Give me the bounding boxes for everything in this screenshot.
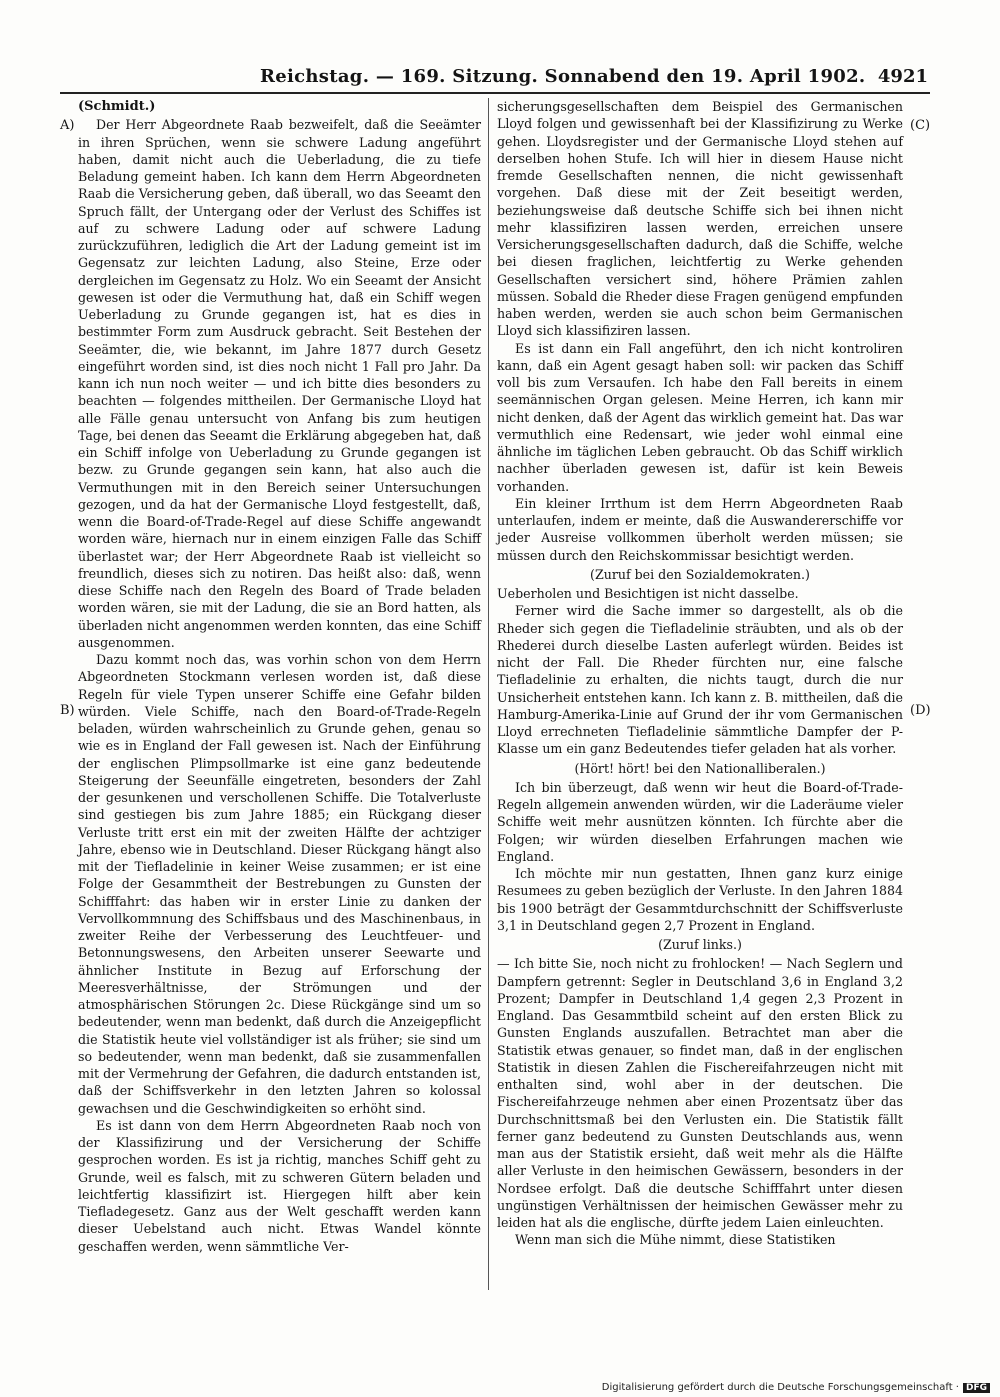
- digitization-credit: [602, 1382, 990, 1393]
- running-title: Reichstag. — 169. Sitzung. Sonnabend den 19. April 1902.: [260, 66, 866, 87]
- paragraph: — Ich bitte Sie, noch nicht zu frohlocken! — Nach Seglern und Dampfern getrennt: Segler in Deutschland 3,6 in England 3,2 Prozent; Dampfer in Deutschland 1,4 gegen 2,3 Prozent in England. Das Gesammtbild scheint auf den ersten Blick zu Gunsten Englands auszufallen. Betrachtet man aber die Statistik etwas genauer, so findet man, daß in der englischen Statistik in diesen Zahlen die Fischereifahrzeugen nicht mit enthalten sind, wohl aber in der deutschen. Die Fischereifahrzeuge nehmen aber einen Prozentsatz über das Durchschnittsmaß bei den Verlusten ein. Die Statistik fällt ferner ganz bedeutend zu Gunsten Deutschlands aus, wenn man aus der Statistik ersieht, daß weit mehr als die Hälfte aller Verluste in den heimischen Gewässern, besonders in der Nordsee erfolgt. Daß die deutsche Schifffahrt unter diesen ungünstigen Verhältnissen der heimischen Gewässer mehr zu leiden hat als die englische, dürfte jedem Laien einleuchten.: [497, 956, 903, 1230]
- paragraph: Dazu kommt noch das, was vorhin schon von dem Herrn Abgeordneten Stockmann verlesen worden ist, daß diese Regeln für viele Typen unserer Schiffe eine Gefahr bilden würden. Viele Schiffe, nach den Board-of-Trade-Regeln beladen, würden wahrscheinlich zu Grunde gehen, genau so wie es in England der Fall gewesen ist. Nach der Einführung der englischen Plimpsollmarke ist eine ganz bedeutende Steigerung der Seeunfälle eingetreten, besonders der Zahl der gesunkenen und verschollenen Schiffe. Die Totalverluste sind gestiegen bis zum Jahre 1885; ein Rückgang dieser Verluste tritt erst ein mit der zweiten Hälfte der achtziger Jahre, ebenso wie in Deutschland. Dieser Rückgang hängt also mit der Tiefladelinie in keiner Weise zusammen; er ist eine Folge der Gesammtheit der Bestrebungen zu Gunsten der Schifffahrt: das haben wir in erster Linie zu danken der Vervollkommnung des Schiffsbaus und des Maschinenbaus, in zweiter Reihe der Verbesserung des Leuchtfeuer- und Betonnungswesens, den Arbeiten unserer Seewarte und ähnlicher Institute in Bezug auf Erforschung der Meeresverhältnisse, der Strömungen und der atmosphärischen Störungen 2c. Diese Rückgänge sind um so bedeutender, wenn man bedenkt, daß durch die Anzeigepflicht die Statistik heute viel vollständiger ist als früher; sie sind um so bedeutender, wenn man bedenkt, daß sie zusammenfallen mit der Vermehrung der Gefahren, die dadurch entstanden ist, daß der Schiffsverkehr in den letzten Jahren so kolossal gewachsen und die Geschwindigkeiten so erhöht sind.: [78, 652, 481, 1116]
- left-column: [78, 98, 481, 1255]
- column-divider: [488, 98, 489, 1290]
- paragraph: Der Herr Abgeordnete Raab bezweifelt, daß die Seeämter in ihren Sprüchen, wenn sie schwere Ladung angeführt haben, damit nicht auch die Ueberladung, die zu tiefe Beladung gemeint haben. Ich kann dem Herrn Abgeordneten Raab die Versicherung geben, daß überall, wo das Seeamt den Spruch fällt, der Untergang oder der Verlust des Schiffes ist auf zu schwere Ladung oder auf schwere Ladung zurückzuführen, lediglich die Art der Ladung gemeint ist im Gegensatz zur leichten Ladung, also Steine, Erze oder dergleichen im Gegensatz zu Holz. Wo ein Seeamt der Ansicht gewesen ist oder die Vermuthung hat, daß ein Schiff wegen Ueberladung zu Grunde gegangen ist, hat es dies in bestimmter Form zum Ausdruck gebracht. Seit Bestehen der Seeämter, die, wie bekannt, im Jahre 1877 durch Gesetz eingeführt worden sind, ist dies noch nicht 1 Fall pro Jahr. Da kann ich nun noch weiter — und ich bitte dies besonders zu beachten — folgendes mittheilen. Der Germanische Lloyd hat alle Fälle genau untersucht von Anfang bis zum heutigen Tage, bei denen das Seeamt die Erklärung abgegeben hat, daß ein Schiff infolge von Ueberladung zu Grunde gegangen ist bezw. zu Grunde gegangen sein kann, hat also auch die Vermuthungen mit in den Bereich seiner Untersuchungen gezogen, und da hat der Germanische Lloyd festgestellt, daß, wenn die Board-of-Trade-Regel auf diese Schiffe angewandt worden wäre, hiernach nur in einem einzigen Falle das Schiff überlastet war; der Herr Abgeordnete Raab ist vielleicht so freundlich, dieses sich zu notiren. Das heißt also: daß, wenn diese Schiffe nach den Regeln des Board of Trade beladen worden wären, sie mit der Ladung, die sie an Bord hatten, als überladen nicht angenommen werden konnten, das eine Schiff ausgenommen.: [78, 117, 481, 650]
- paragraph: Es ist dann ein Fall angeführt, den ich nicht kontroliren kann, daß ein Agent gesagt haben soll: wir packen das Schiff voll bis zum Versaufen. Ich habe den Fall bereits in einem seemännischen Organ gelesen. Meine Herren, ich kann mir nicht denken, daß der Agent das wirklich gemeint hat. Das war vermuthlich eine Redensart, wie jeder wohl einmal eine ähnliche im täglichen Leben gebraucht. Ob das Schiff wirklich nachher überladen gewesen ist, dafür ist kein Beweis vorhanden.: [497, 340, 903, 494]
- paragraph: Ferner wird die Sache immer so dargestellt, als ob die Rheder sich gegen die Tiefladelinie sträubten, und als ob der Rhederei durch dieselbe Lasten auferlegt würden. Beides ist nicht der Fall. Die Rheder fürchten nur, eine falsche Tiefladelinie zu erhalten, die nichts taugt, durch die nur Unsicherheit entstehen kann. Ich kann z. B. mittheilen, daß die Hamburg-Amerika-Linie auf Grund der ihr vom Germanischen Lloyd errechneten Tiefladelinie sämmtliche Dampfer der P-Klasse um ein ganz Bedeutendes tiefer geladen hat als vorher.: [497, 603, 903, 757]
- margin-mark-a: A): [60, 118, 75, 133]
- margin-mark-c: (C): [910, 118, 931, 133]
- right-column: [497, 98, 903, 1249]
- margin-mark-d: (D): [910, 703, 931, 718]
- page-number: 4921: [877, 66, 928, 87]
- paragraph: Ich bin überzeugt, daß wenn wir heut die Board-of-Trade-Regeln allgemein anwenden würden, wir die Laderäume vieler Schiffe weit mehr ausnützen könnten. Ich fürchte aber die Folgen; wir würden dieselben Erfahrungen machen wie England.: [497, 779, 903, 864]
- paragraph: Wenn man sich die Mühe nimmt, diese Statistiken: [515, 1232, 836, 1248]
- interjection: (Hört! hört! bei den Nationalliberalen.): [574, 760, 826, 776]
- paragraph: Ich möchte mir nun gestatten, Ihnen ganz kurz einige Resumees zu geben bezüglich der Verluste. In den Jahren 1884 bis 1900 beträgt der Gesammtdurchschnitt der Schiffsverluste 3,1 in Deutschland gegen 2,7 Prozent in England.: [497, 866, 903, 933]
- paragraph: Es ist dann von dem Herrn Abgeordneten Raab noch von der Klassifizirung und der Versicherung der Schiffe gesprochen worden. Es ist ja richtig, manches Schiff geht zu Grunde, weil es falsch, mit zu schweren Gütern beladen und leichtfertig klassifizirt ist. Hiergegen hilft aber kein Tiefladegesetz. Ganz aus der Welt geschafft werden kann dieser Uebelstand auch nicht. Etwas Wandel könnte geschaffen werden, wenn sämmtliche Ver-: [78, 1117, 481, 1254]
- dfg-logo: DFG: [963, 1383, 990, 1393]
- credit-text: Digitalisierung gefördert durch die Deutsche Forschungsgemeinschaft ·: [601, 1382, 959, 1393]
- paragraph: Ueberholen und Besichtigen ist nicht dasselbe.: [497, 586, 799, 601]
- page-header: [60, 62, 930, 94]
- interjection: (Zuruf links.): [658, 937, 742, 952]
- paragraph: Ein kleiner Irrthum ist dem Herrn Abgeordneten Raab unterlaufen, indem er meinte, daß die Auswandererschiffe vor jeder Ausreise vollkommen überholt werden müssen; sie müssen durch den Reichskommissar besichtigt werden.: [497, 495, 903, 563]
- margin-mark-b: B): [60, 703, 75, 718]
- interjection: (Zuruf bei den Sozialdemokraten.): [590, 566, 810, 582]
- paragraph: sicherungsgesellschaften dem Beispiel des Germanischen Lloyd folgen und gewissenhaft bei der Klassifizirung zu Werke gehen. Lloydsregister und der Germanische Lloyd stehen auf derselben hohen Stufe. Ich will hier in diesem Hause nicht fremde Gesellschaften nennen, die nicht gewissenhaft vorgehen. Daß diese mit der Zeit beseitigt werden, beziehungsweise daß deutsche Schiffe sich bei ihnen nicht mehr klassifiziren lassen werden, erreichen unsere Versicherungsgesellschaften dadurch, daß die Schiffe, welche bei diesen fraglichen, leichtfertig zu Werke gehenden Gesellschaften versichert sind, höhere Prämien zahlen müssen. Sobald die Rheder diese Fragen genügend empfunden haben werden, werden sie auch schon beim Germanischen Lloyd sich klassifiziren lassen.: [497, 99, 903, 339]
- speaker-name: (Schmidt.): [78, 99, 156, 114]
